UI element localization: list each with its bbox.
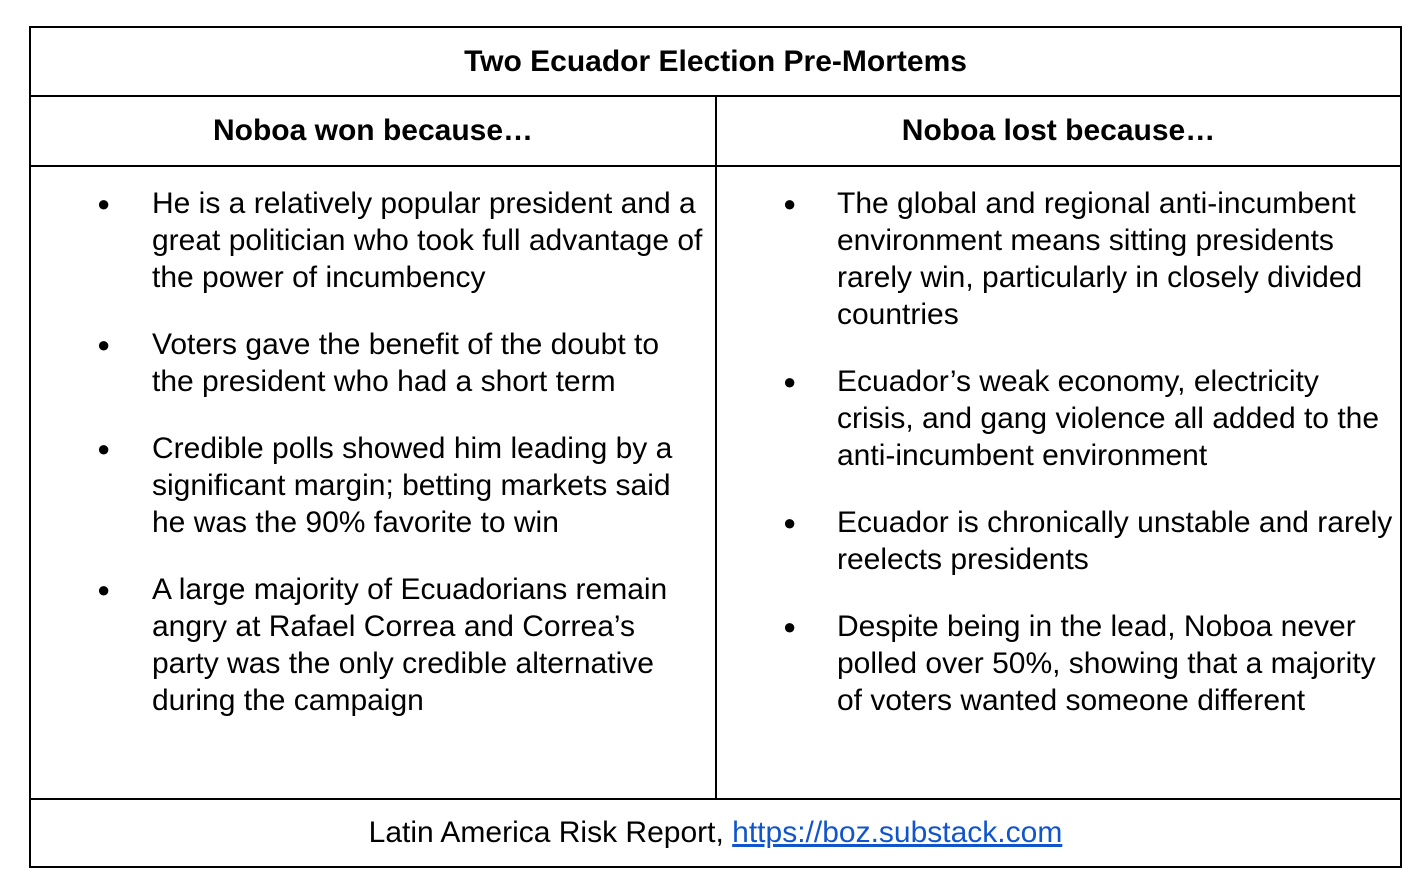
list-item-text: Ecuador is chronically unstable and rarely reelects presidents <box>837 506 1393 576</box>
lost-reasons-list <box>717 185 1400 719</box>
list-item <box>717 363 1400 474</box>
list-item-text: Voters gave the benefit of the doubt to the president who had a short term <box>152 328 660 398</box>
list-item-text: Credible polls showed him leading by a significant margin; betting markets said he was the 90% favorite to win <box>152 432 673 539</box>
bullet-icon: ● <box>783 614 797 639</box>
pre-mortem-table <box>29 26 1402 868</box>
list-item-text: Ecuador’s weak economy, electricity crisis, and gang violence all added to the anti-incumbent environment <box>837 365 1380 472</box>
substack-link[interactable]: https://boz.substack.com <box>732 816 1063 849</box>
bullet-icon: ● <box>97 577 111 602</box>
won-reasons-list <box>31 185 715 719</box>
list-item <box>31 430 715 541</box>
lost-reasons-cell <box>717 167 1400 798</box>
list-item <box>717 608 1400 719</box>
list-item-text: The global and regional anti-incumbent environment means sitting presidents rarely win, particularly in closely divided countries <box>837 187 1363 331</box>
bullet-icon: ● <box>783 510 797 535</box>
column-header-won: Noboa won because… <box>31 97 717 165</box>
list-item <box>717 504 1400 578</box>
list-item-text: A large majority of Ecuadorians remain angry at Rafael Correa and Correa’s party was the only credible alternative during the campaign <box>152 573 668 717</box>
list-item <box>31 326 715 400</box>
bullet-icon: ● <box>97 191 111 216</box>
source-footer <box>31 800 1400 866</box>
bullet-icon: ● <box>783 191 797 216</box>
table-title: Two Ecuador Election Pre-Mortems <box>31 28 1400 97</box>
source-credit: Latin America Risk Report, <box>368 816 733 849</box>
bullet-icon: ● <box>97 332 111 357</box>
list-item-text: Despite being in the lead, Noboa never polled over 50%, showing that a majority of voters wanted someone different <box>837 610 1376 717</box>
won-reasons-cell <box>31 167 717 798</box>
list-item <box>31 185 715 296</box>
list-item <box>31 571 715 719</box>
column-header-lost: Noboa lost because… <box>901 114 1216 147</box>
bullet-icon: ● <box>97 436 111 461</box>
column-header-row <box>31 97 1400 167</box>
bullet-icon: ● <box>783 369 797 394</box>
list-item <box>717 185 1400 333</box>
list-item-text: He is a relatively popular president and a great politician who took full advantage of the power of incumbency <box>152 187 703 294</box>
reasons-row <box>31 167 1400 800</box>
